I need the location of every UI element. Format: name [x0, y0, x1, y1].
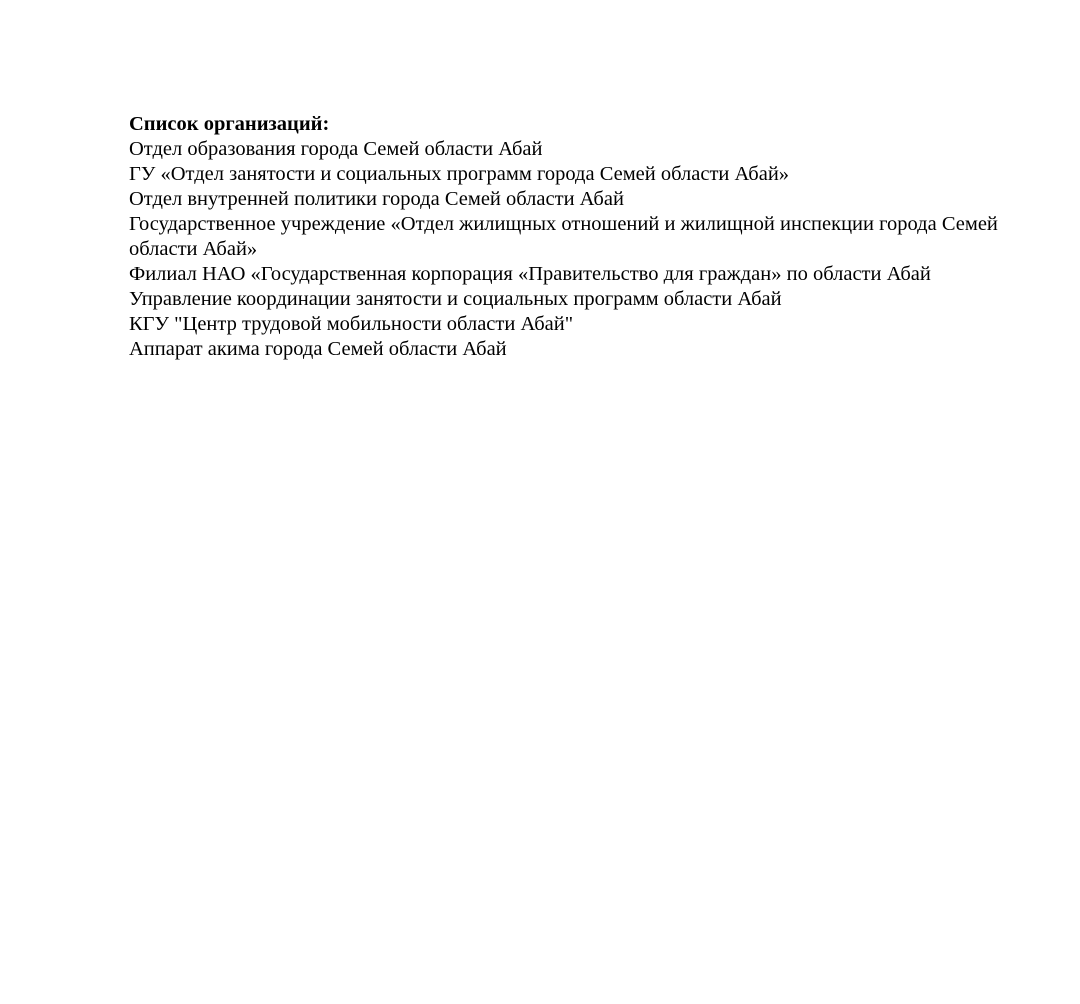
- organization-item: Государственное учреждение «Отдел жилищных отношений и жилищной инспекции города Семей области Абай»: [129, 213, 998, 260]
- organization-item: Филиал НАО «Государственная корпорация «Правительство для граждан» по области Абай: [129, 263, 931, 285]
- organization-item: Управление координации занятости и социальных программ области Абай: [129, 288, 782, 310]
- organization-item: Отдел внутренней политики города Семей области Абай: [129, 188, 624, 210]
- document-title: Список организаций:: [129, 113, 330, 135]
- organization-item: Аппарат акима города Семей области Абай: [129, 338, 507, 360]
- organization-list: [129, 137, 1009, 362]
- organization-item: ГУ «Отдел занятости и социальных программ города Семей области Абай»: [129, 163, 790, 185]
- document-body: [129, 112, 1009, 362]
- organization-item: КГУ "Центр трудовой мобильности области Абай": [129, 313, 574, 335]
- organization-item: Отдел образования города Семей области Абай: [129, 138, 543, 160]
